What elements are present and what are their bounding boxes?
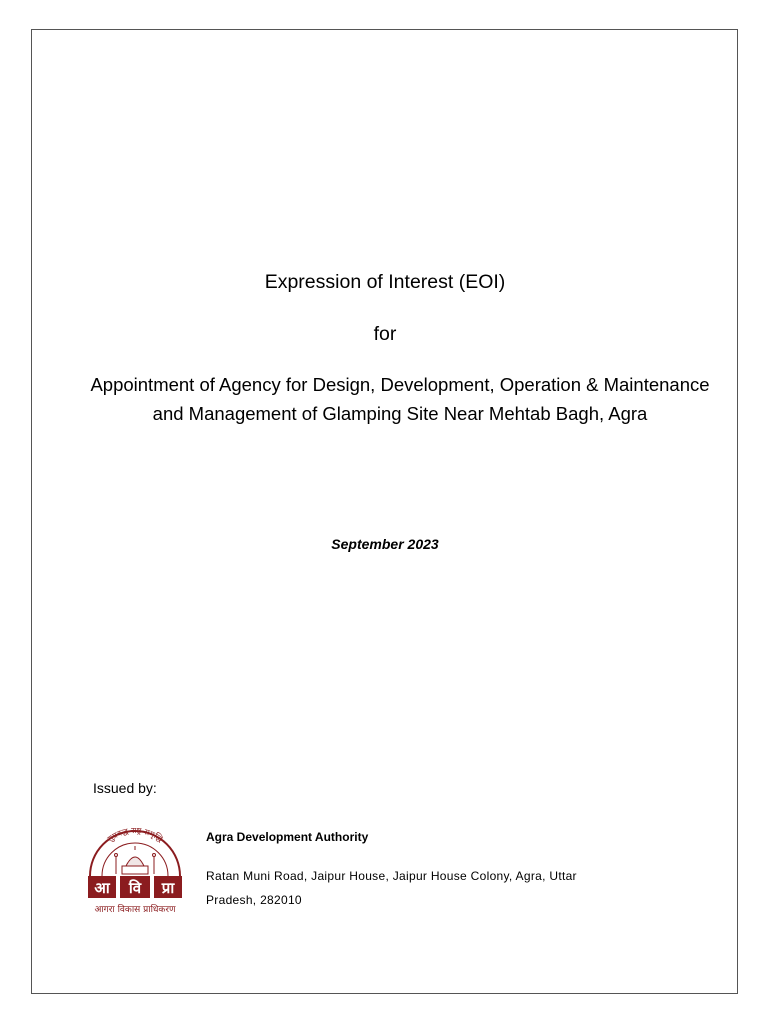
logo-letter-2: वि (128, 879, 142, 897)
issued-by-label: Issued by: (93, 780, 157, 796)
svg-text:सुप्रबद्ध राष्ट्र समृद्धि (106, 826, 166, 845)
logo-caption: आगरा विकास प्राधिकरण (94, 905, 176, 915)
address-line-1: Ratan Muni Road, Jaipur House, Jaipur House Colony, Agra, Uttar (206, 869, 577, 883)
logo-letter-3: प्रा (161, 879, 175, 897)
agra-development-authority-logo (82, 826, 188, 918)
document-date: September 2023 (331, 536, 439, 552)
address-line-2: Pradesh, 282010 (206, 893, 302, 907)
organization-address (206, 864, 626, 912)
document-title: Expression of Interest (EOI) (264, 271, 506, 293)
logo-letter-1: आ (94, 879, 110, 897)
for-text: for (373, 323, 397, 345)
logo-motto: सुप्रबद्ध राष्ट्र समृद्धि (105, 826, 165, 844)
document-subject: Appointment of Agency for Design, Development, Operation & Maintenance and Management of Glamping Site Near Mehtab Bagh, Agra (90, 374, 710, 424)
monument-icon (115, 846, 156, 874)
organization-name: Agra Development Authority (206, 830, 369, 844)
